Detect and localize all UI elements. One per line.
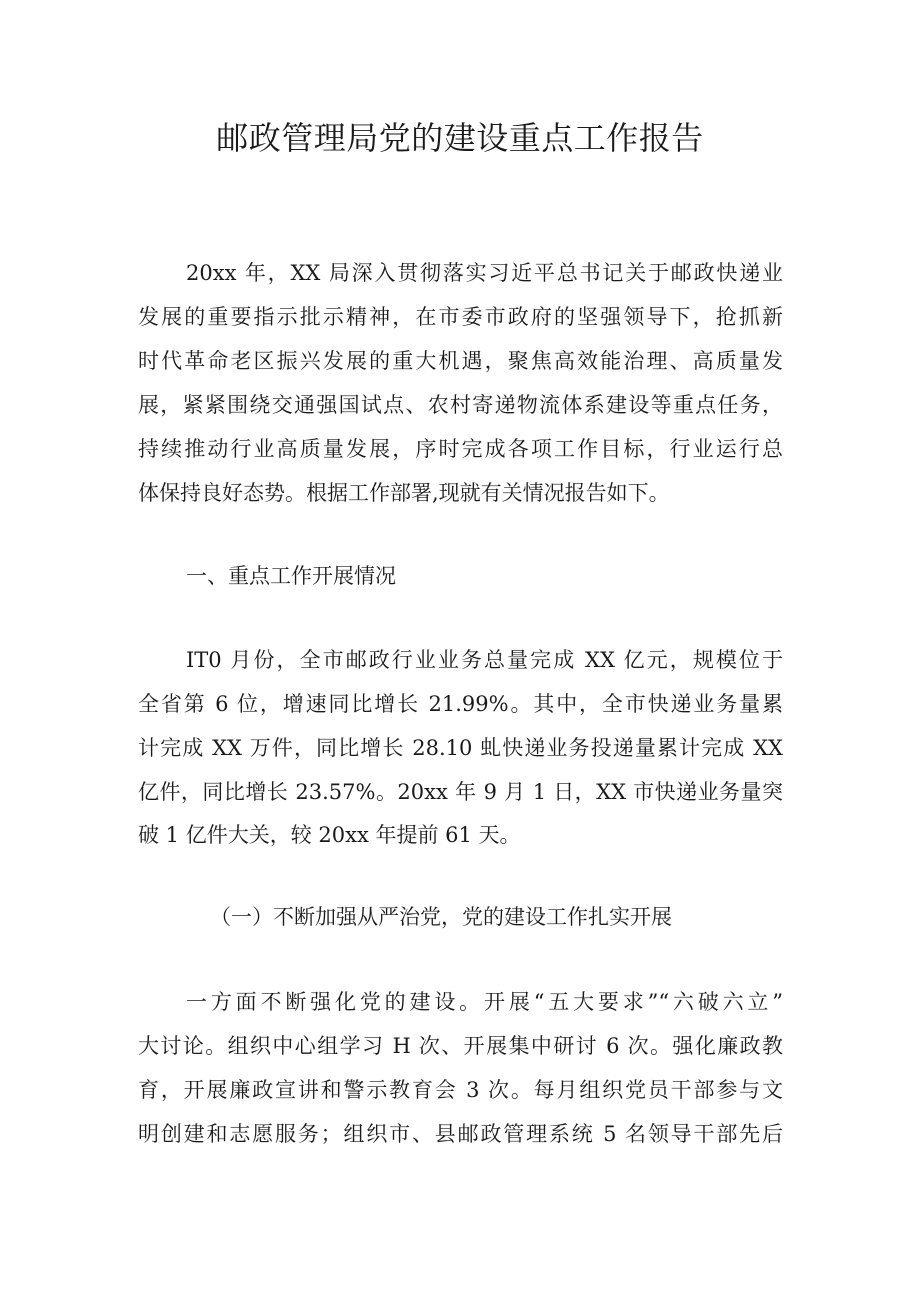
paragraph-1-line: 展，紧紧围绕交通强国试点、农村寄递物流体系建设等重点任务， [138, 393, 783, 417]
paragraph-3-line: 一方面不断强化党的建设。开展“五大要求”“六破六立” [186, 990, 783, 1014]
paragraph-1-line: 20xx 年，XX 局深入贯彻落实习近平总书记关于邮政快递业 [186, 261, 783, 285]
paragraph-2-line: 破 1 亿件大关，较 20xx 年提前 61 天。 [138, 823, 521, 847]
paragraph-2-line: 计完成 XX 万件，同比增长 28.10 虬快递业务投递量累计完成 XX [138, 736, 783, 760]
paragraph-2-line: 全省第 6 位，增速同比增长 21.99%。其中，全市快递业务量累 [138, 692, 783, 716]
paragraph-3-line: 明创建和志愿服务；组织市、县邮政管理系统 5 名领导干部先后 [138, 1122, 783, 1146]
section-heading: 一、重点工作开展情况 [186, 564, 396, 588]
document-title: 邮政管理局党的建设重点工作报告 [216, 119, 704, 157]
subsection-heading: （一）不断加强从严治党，党的建设工作扎实开展 [210, 905, 672, 929]
paragraph-1-line: 体保持良好态势。根据工作部署,现就有关情况报告如下。 [138, 481, 670, 505]
paragraph-1-line: 持续推动行业高质量发展，序时完成各项工作目标，行业运行总 [138, 437, 783, 461]
paragraph-3-line: 育，开展廉政宣讲和警示教育会 3 次。每月组织党员干部参与文 [138, 1078, 783, 1102]
paragraph-2-line: 亿件，同比增长 23.57%。20xx 年 9 月 1 日，XX 市快递业务量突 [138, 780, 783, 804]
paragraph-1-line: 发展的重要指示批示精神，在市委市政府的坚强领导下，抢抓新 [138, 305, 783, 329]
paragraph-1-line: 时代革命老区振兴发展的重大机遇，聚焦高效能治理、高质量发 [138, 349, 783, 373]
paragraph-2-line: IT0 月份，全市邮政行业业务总量完成 XX 亿元，规模位于 [186, 648, 783, 672]
paragraph-3-line: 大讨论。组织中心组学习 H 次、开展集中研讨 6 次。强化廉政教 [138, 1034, 783, 1058]
